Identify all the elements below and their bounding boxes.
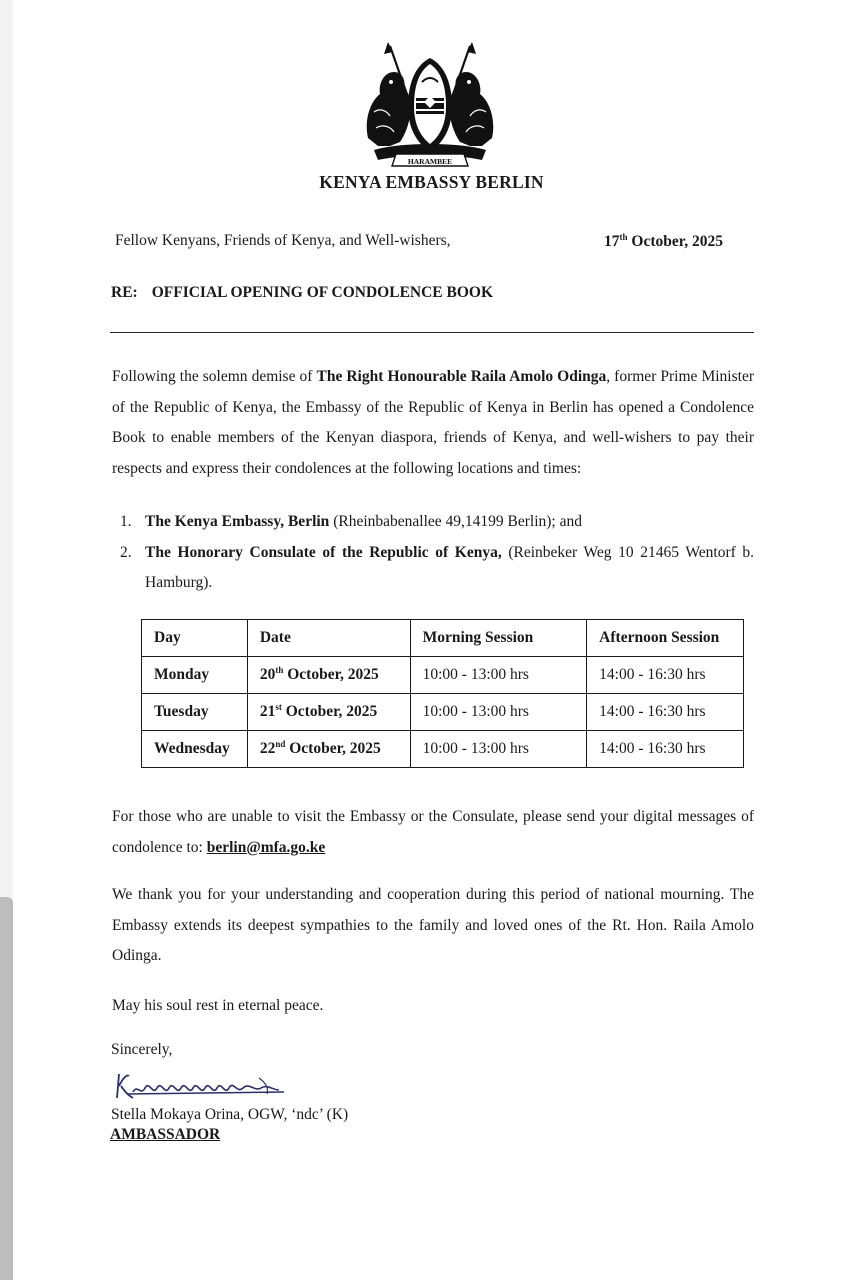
embassy-title: KENYA EMBASSY BERLIN xyxy=(319,172,544,192)
schedule-table xyxy=(141,619,744,768)
table-row xyxy=(142,694,744,731)
venue-detail: (Rheinbabenallee 49,14199 Berlin); and xyxy=(329,513,582,530)
cell-morning: 10:00 - 13:00 hrs xyxy=(410,694,587,731)
venue-number: 1. xyxy=(120,513,132,530)
date-rest: October, 2025 xyxy=(627,233,723,251)
table-row xyxy=(142,731,744,768)
date-suffix: st xyxy=(275,702,282,713)
date-suffix: nd xyxy=(275,739,286,750)
cell-day: Wednesday xyxy=(142,731,248,768)
divider xyxy=(110,332,754,333)
date-day: 20 xyxy=(259,666,276,684)
column-header-day: Day xyxy=(142,620,248,657)
cell-day: Monday xyxy=(142,657,248,694)
venue-item xyxy=(120,507,754,538)
signer-name: Stella Mokaya Orina, OGW, ‘ndc’ (K) xyxy=(111,1106,349,1123)
cell-afternoon: 14:00 - 16:30 hrs xyxy=(587,657,744,694)
venue-list xyxy=(120,507,754,599)
cell-date xyxy=(247,731,410,768)
intro-paragraph xyxy=(112,362,754,484)
date-rest: October, 2025 xyxy=(283,666,379,684)
re-label: RE: xyxy=(111,284,138,301)
intro-before: Following the solemn demise of xyxy=(112,368,317,385)
date-day: 17 xyxy=(604,233,620,251)
table-header-row xyxy=(142,620,744,657)
table-row xyxy=(142,657,744,694)
scroll-indicator[interactable] xyxy=(0,897,13,1280)
cell-date xyxy=(247,694,410,731)
digital-messages-paragraph xyxy=(112,802,754,863)
venue-detail: (Reinbeker Weg 10 21465 Wentorf b. Hamburg). xyxy=(145,543,754,591)
venue-number: 2. xyxy=(120,543,132,561)
cell-date xyxy=(247,657,410,694)
letter-date xyxy=(604,232,723,251)
venue-name: The Kenya Embassy, Berlin xyxy=(145,513,330,530)
venue-name: The Honorary Consulate of the Republic of Kenya, xyxy=(145,543,502,561)
venue-item xyxy=(120,538,754,599)
kenya-coat-of-arms-emblem xyxy=(360,42,500,170)
re-subject: OFFICIAL OPENING OF CONDOLENCE BOOK xyxy=(151,284,494,301)
intro-after: , former Prime Minister of the Republic of Kenya, the Embassy of the Republic of Kenya in Berlin has opened a Condolence Book to enable members of the Kenyan diaspora, friends of Kenya, and well-wishers to pay their respects and express their condolences at the following locations and times: xyxy=(112,368,754,477)
column-header-morning: Morning Session xyxy=(410,620,587,657)
cell-day: Tuesday xyxy=(142,694,248,731)
column-header-afternoon: Afternoon Session xyxy=(587,620,744,657)
date-rest: October, 2025 xyxy=(285,740,381,758)
handwritten-signature xyxy=(109,1068,289,1102)
deceased-name: The Right Honourable Raila Amolo Odinga xyxy=(316,368,607,385)
crest-motto: HARAMBEE xyxy=(407,157,453,166)
sign-off: Sincerely, xyxy=(111,1041,173,1058)
date-suffix: th xyxy=(275,665,284,676)
cell-morning: 10:00 - 13:00 hrs xyxy=(410,731,587,768)
date-rest: October, 2025 xyxy=(281,703,378,721)
cell-afternoon: 14:00 - 16:30 hrs xyxy=(587,694,744,731)
cell-afternoon: 14:00 - 16:30 hrs xyxy=(587,731,744,768)
date-day: 21 xyxy=(259,703,276,721)
cell-morning: 10:00 - 13:00 hrs xyxy=(410,657,587,694)
digital-text: For those who are unable to visit the Embassy or the Consulate, please send your digital messages of condolence to: xyxy=(112,808,754,856)
signer-title: AMBASSADOR xyxy=(110,1126,221,1143)
closing-prayer: May his soul rest in eternal peace. xyxy=(112,997,324,1014)
re-line xyxy=(111,284,493,302)
email-link[interactable]: berlin@mfa.go.ke xyxy=(206,838,326,856)
date-suffix: th xyxy=(619,232,628,242)
date-day: 22 xyxy=(259,740,276,758)
column-header-date: Date xyxy=(247,620,410,657)
salutation: Fellow Kenyans, Friends of Kenya, and Well-wishers, xyxy=(115,232,451,249)
thanks-paragraph: We thank you for your understanding and cooperation during this period of national mourning. The Embassy extends its deepest sympathies to the family and loved ones of the Rt. Hon. Raila Amolo Odinga. xyxy=(112,886,754,964)
